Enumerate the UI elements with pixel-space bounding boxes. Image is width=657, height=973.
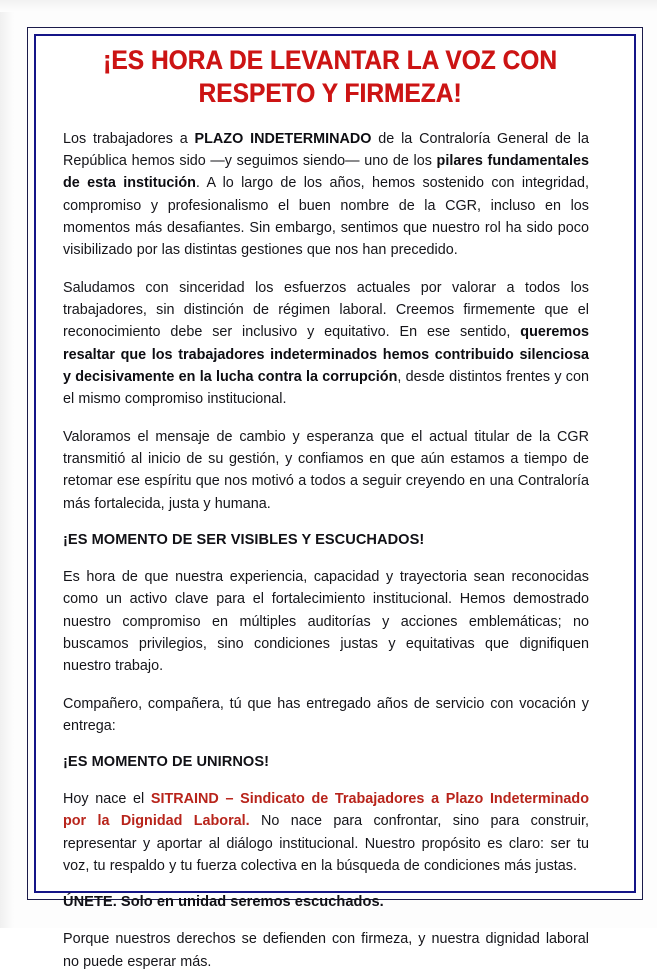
p4-text-1: Es hora de que nuestra experiencia, capacidad y trayectoria sean reconocidas como un activo clave para el fortalecimiento institucional. Hemos demostrado nuestro compromiso en múltiples auditorías y acciones emblemáticas; no buscamos privilegios, sino condiciones justas y equitativas que dignifiquen nuestro trabajo.	[63, 568, 589, 675]
p2-text-1: Saludamos con sinceridad los esfuerzos actuales por valorar a todos los trabajadores, sin distinción de régimen laboral. Creemos firmemente que el reconocimiento debe ser inclusivo y equitativo. En ese sentido,	[63, 279, 589, 341]
section-heading-unete: ÚNETE. Solo en unidad seremos escuchados.	[63, 894, 384, 911]
paragraph-3	[63, 426, 589, 515]
scan-edge-top	[0, 0, 657, 12]
section-heading-visibles: ¡ES MOMENTO DE SER VISIBLES Y ESCUCHADOS!	[63, 532, 425, 548]
p1-bold-2: pilares fundamentales de esta institución	[63, 153, 590, 192]
p1-text-3: . A lo largo de los años, hemos sostenido con integridad, compromiso y profesionalismo el buen nombre de la CGR, incluso en los momentos más desafiantes. Sin embargo, sentimos que nuestro rol ha sido poco visibilizado por las distintas gestiones que nos han precedido.	[63, 175, 589, 259]
p7-text-1: Porque nuestros derechos se defienden con firmeza, y nuestra dignidad laboral no puede esperar más.	[63, 931, 589, 970]
p2-text-2: , desde distintos frentes y con el mismo compromiso institucional.	[63, 369, 589, 408]
page-title	[84, 44, 575, 111]
paragraph-4	[63, 566, 589, 678]
scan-edge-left	[0, 0, 14, 928]
paragraph-2	[63, 277, 589, 411]
p2-bold-1: queremos resaltar que los trabajadores indeterminados hemos contribuido silenciosa y decisivamente en la lucha contra la corrupción	[63, 324, 589, 386]
paragraph-1	[63, 128, 589, 262]
document-content	[63, 44, 597, 973]
union-name-highlight: SITRAIND – Sindicato de Trabajadores a Plazo Indeterminado por la Dignidad Laboral.	[63, 791, 589, 830]
p1-text-2: de la Contraloría General de la República hemos sido —y seguimos siendo— uno de los	[63, 130, 589, 170]
p6-text-1: Hoy nace el	[63, 791, 151, 808]
p1-bold-1: PLAZO INDETERMINADO	[194, 130, 372, 147]
section-heading-unirnos: ¡ES MOMENTO DE UNIRNOS!	[63, 754, 270, 771]
p1-text-1: Los trabajadores a	[63, 130, 195, 147]
paragraph-5	[63, 693, 589, 738]
paragraph-6	[63, 788, 589, 877]
title-line-2: RESPETO Y FIRMEZA!	[198, 78, 462, 109]
p5-text-1: Compañero, compañera, tú que has entregado años de servicio con vocación y entrega:	[63, 695, 589, 734]
p3-text-1: Valoramos el mensaje de cambio y esperanza que el actual titular de la CGR transmitió al inicio de su gestión, y confiamos en que aún estamos a tiempo de retomar ese espíritu que nos motivó a todos a seguir creyendo en una Contraloría más fortalecida, justa y humana.	[63, 428, 589, 512]
title-line-1: ¡ES HORA DE LEVANTAR LA VOZ CON	[103, 45, 557, 75]
p6-text-2: No nace para confrontar, sino para construir, representar y aportar al diálogo institucional. Nuestro propósito es claro: ser tu voz, tu respaldo y tu fuerza colectiva en la búsqueda de condiciones más justas.	[63, 813, 589, 875]
paragraph-7	[63, 928, 589, 973]
